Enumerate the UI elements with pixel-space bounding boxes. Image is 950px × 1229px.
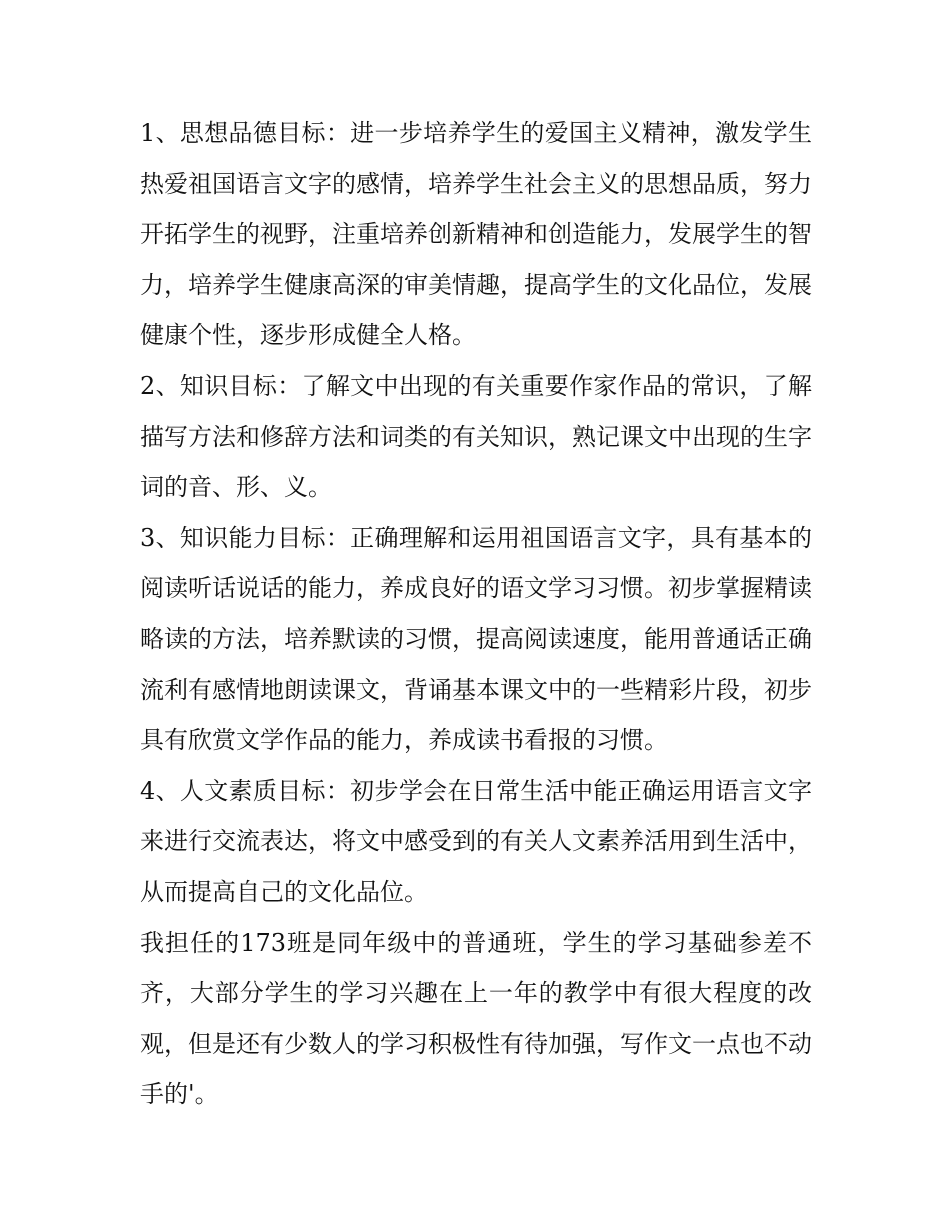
paragraph-ability-goal: 3、知识能力目标：正确理解和运用祖国语言文字，具有基本的阅读听话说话的能力，养成良好的语文学习习惯。初步掌握精读略读的方法，培养默读的习惯，提高阅读速度，能用普通话正确流利有感情地朗读课文，背诵基本课文中的一些精彩片段，初步具有欣赏文学作品的能力，养成读书看报的习惯。 <box>140 523 812 755</box>
paragraph-class-situation: 我担任的173班是同年级中的普通班，学生的学习基础参差不齐，大部分学生的学习兴趣在上一年的教学中有很大程度的改观，但是还有少数人的学习积极性有待加强，写作文一点也不动手的'。 <box>140 928 812 1109</box>
document-body <box>140 108 812 1120</box>
paragraph-moral-goal: 1、思想品德目标：进一步培养学生的爱国主义精神，激发学生热爱祖国语言文字的感情，培养学生社会主义的思想品质，努力开拓学生的视野，注重培养创新精神和创造能力，发展学生的智力，培养学生健康高深的审美情趣，提高学生的文化品位，发展健康个性，逐步形成健全人格。 <box>140 119 812 350</box>
paragraph-humanities-goal: 4、人文素质目标：初步学会在日常生活中能正确运用语言文字来进行交流表达，将文中感受到的有关人文素养活用到生活中，从而提高自己的文化品位。 <box>140 776 812 906</box>
paragraph-knowledge-goal: 2、知识目标：了解文中出现的有关重要作家作品的常识，了解描写方法和修辞方法和词类的有关知识，熟记课文中出现的生字词的音、形、义。 <box>140 371 812 502</box>
